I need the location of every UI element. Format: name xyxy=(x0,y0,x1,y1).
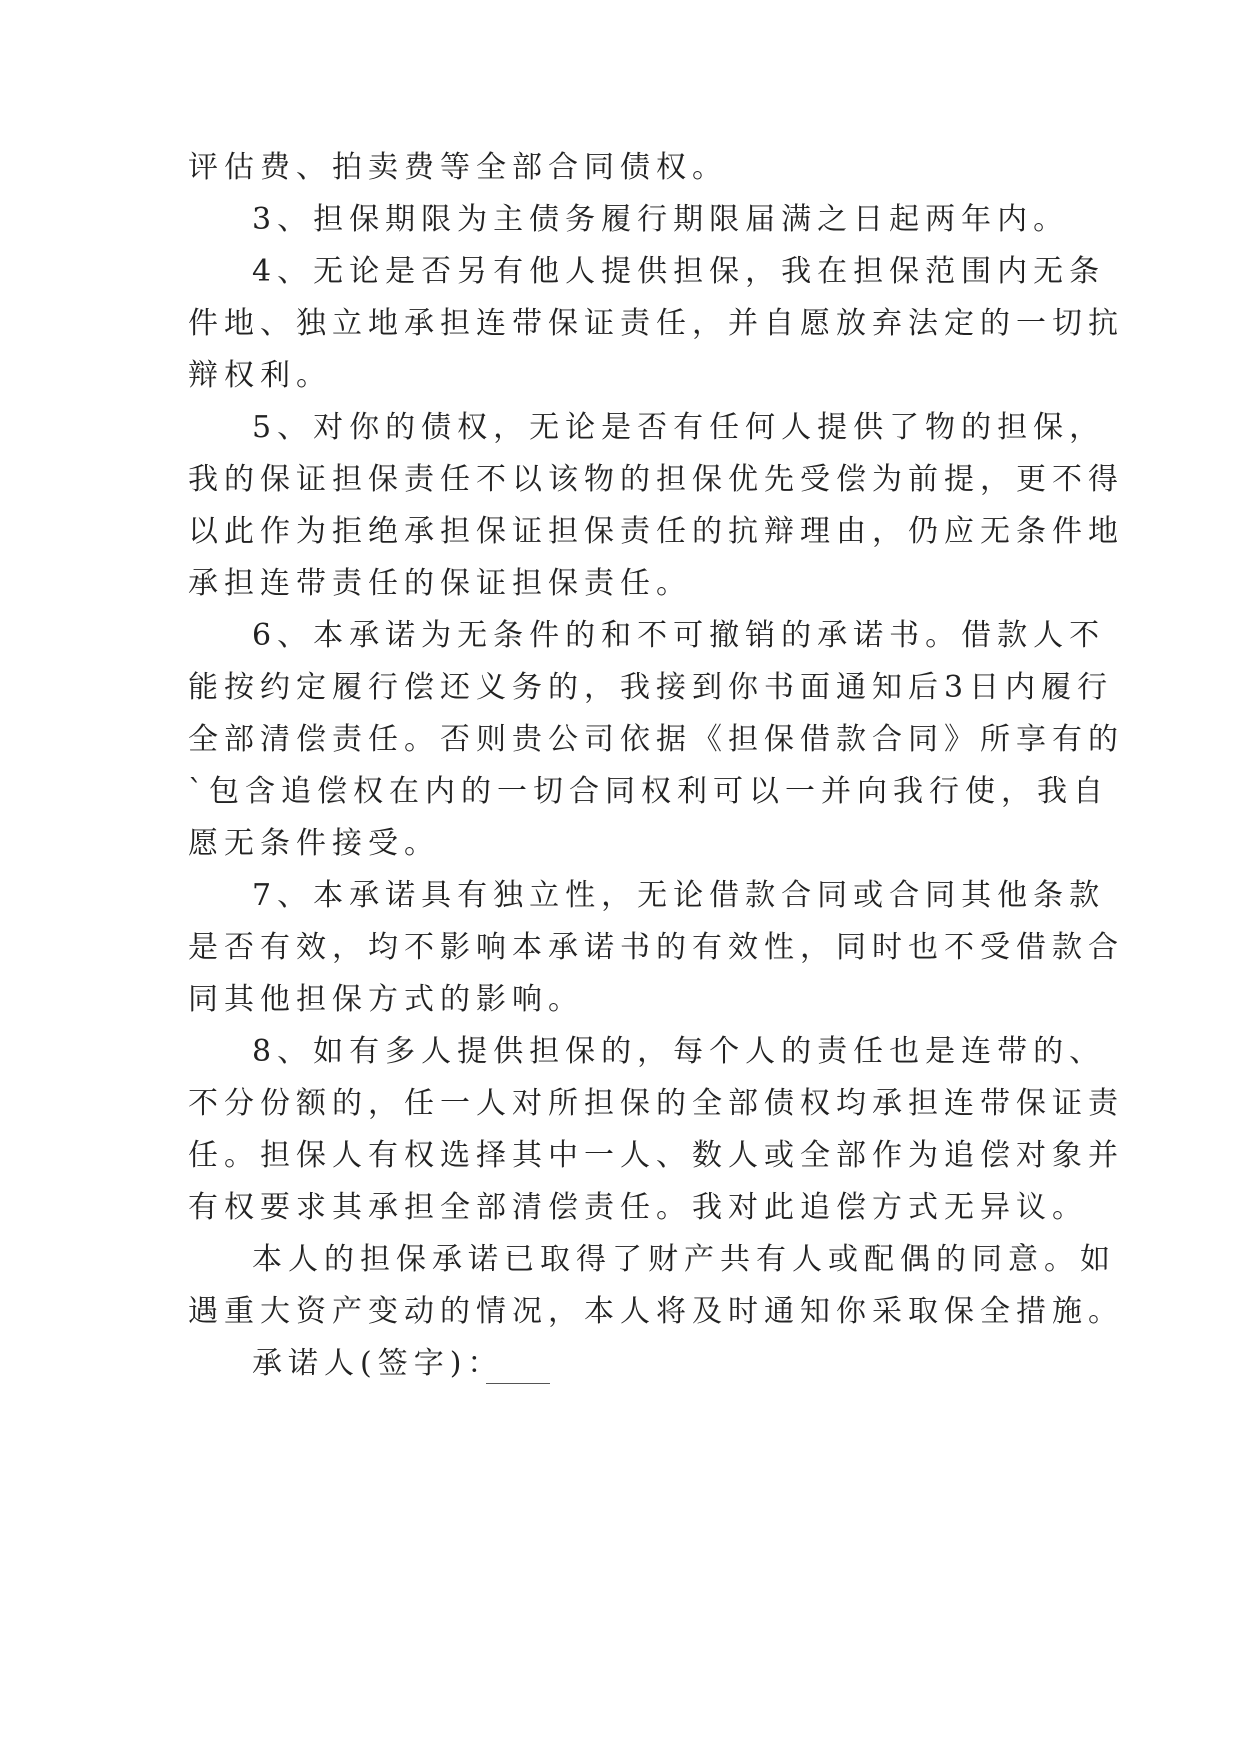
text-line-21: 有权要求其承担全部清偿责任。我对此追偿方式无异议。 xyxy=(188,1190,1088,1225)
text-line-4: 件地、独立地承担连带保证责任，并自愿放弃法定的一切抗 xyxy=(188,306,1124,341)
text-line-8: 以此作为拒绝承担保证担保责任的抗辩理由，仍应无条件地 xyxy=(188,514,1124,549)
text-line-20: 任。担保人有权选择其中一人、数人或全部作为追偿对象并 xyxy=(188,1138,1124,1173)
clause-8-text: 8、如有多人提供担保的，每个人的责任也是连带的、 xyxy=(252,1034,1106,1069)
clause-5-text: 5、对你的债权，无论是否有任何人提供了物的担保， xyxy=(252,410,1106,445)
text-line-11: 能按约定履行偿还义务的，我接到你书面通知后3日内履行 xyxy=(188,670,1114,705)
text-line-7: 我的保证担保责任不以该物的担保优先受偿为前提，更不得 xyxy=(188,462,1124,497)
clause-4-text: 4、无论是否另有他人提供担保，我在担保范围内无条 xyxy=(252,254,1106,289)
text-line-12: 全部清偿责任。否则贵公司依据《担保借款合同》所享有的 xyxy=(188,722,1124,757)
text-line-17: 同其他担保方式的影响。 xyxy=(188,982,584,1017)
text-line-23: 遇重大资产变动的情况，本人将及时通知你采取保全措施。 xyxy=(188,1294,1124,1329)
text-line-5: 辩权利。 xyxy=(188,358,332,393)
clause-3-text: 3、担保期限为主债务履行期限届满之日起两年内。 xyxy=(252,202,1070,237)
text-line-9: 承担连带责任的保证担保责任。 xyxy=(188,566,692,601)
text-line-13: `包含追偿权在内的一切合同权利可以一并向我行使，我自 xyxy=(188,774,1109,809)
text-line-1: 评估费、拍卖费等全部合同债权。 xyxy=(188,150,728,185)
consent-paragraph-text: 本人的担保承诺已取得了财产共有人或配偶的同意。如 xyxy=(252,1242,1116,1277)
text-line-19: 不分份额的，任一人对所担保的全部债权均承担连带保证责 xyxy=(188,1086,1124,1121)
signature-label: 承诺人(签字)： xyxy=(252,1346,504,1381)
text-line-14: 愿无条件接受。 xyxy=(188,826,440,861)
clause-7-text: 7、本承诺具有独立性，无论借款合同或合同其他条款 xyxy=(252,878,1106,913)
clause-6-text: 6、本承诺为无条件的和不可撤销的承诺书。借款人不 xyxy=(252,618,1106,653)
signature-blank-line xyxy=(486,1383,550,1384)
text-line-16: 是否有效，均不影响本承诺书的有效性，同时也不受借款合 xyxy=(188,930,1124,965)
